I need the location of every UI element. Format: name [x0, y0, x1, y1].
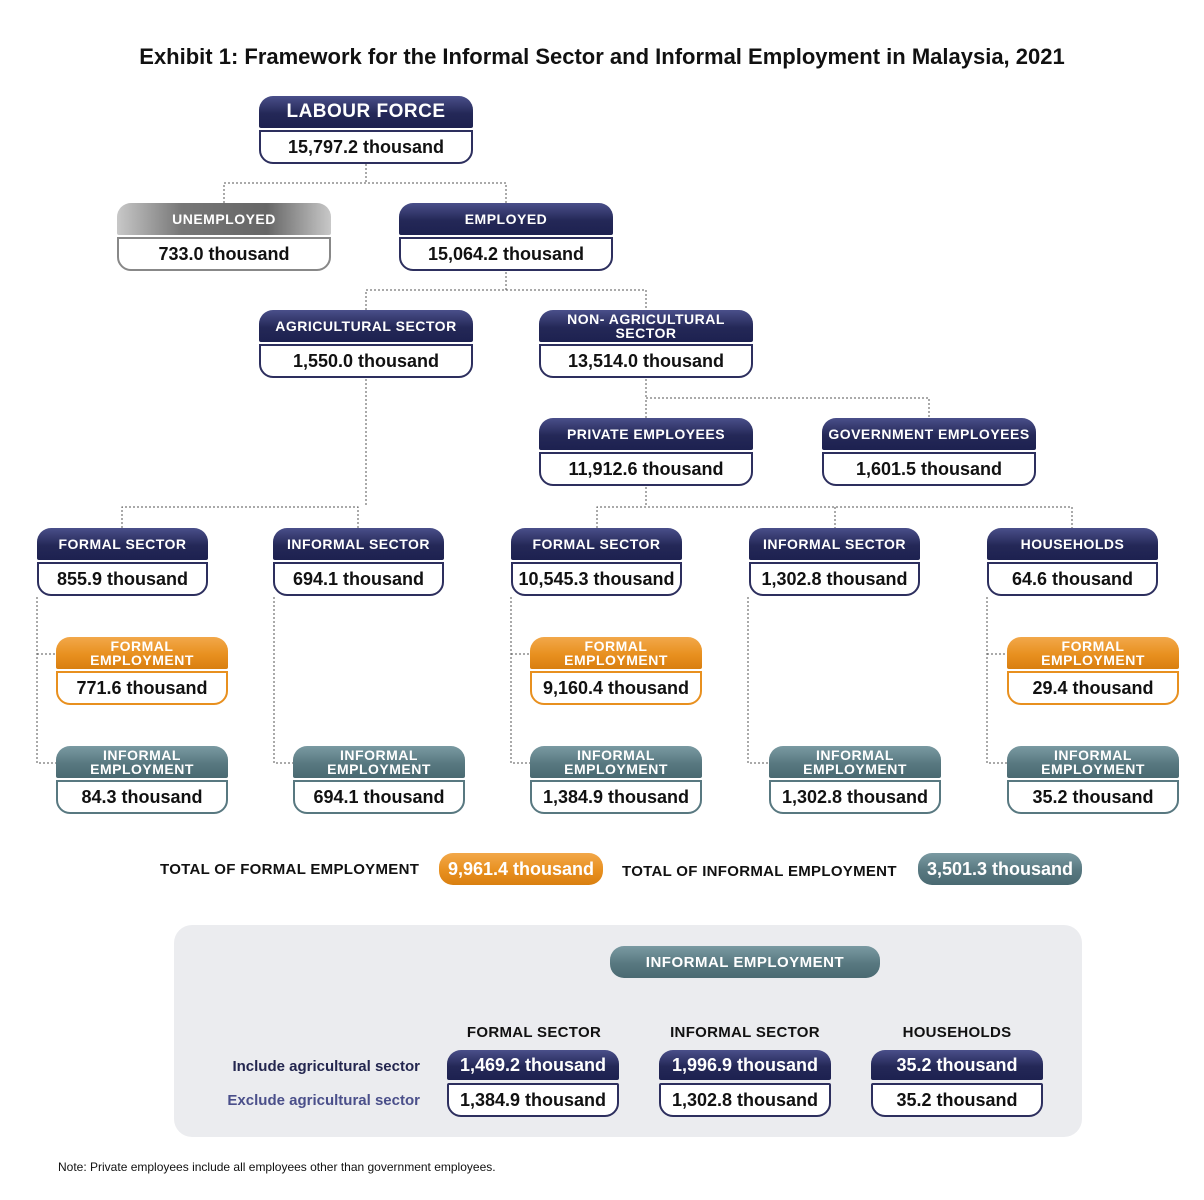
private-informal-informal-employment-value: 1,302.8 thousand	[769, 780, 941, 814]
footnote: Note: Private employees include all employees other than government employees.	[58, 1160, 496, 1174]
agri-formal-sector-node	[37, 528, 208, 596]
summary-header: INFORMAL EMPLOYMENT	[610, 946, 880, 978]
non-agricultural-sector-value: 13,514.0 thousand	[539, 344, 753, 378]
labour-force-value: 15,797.2 thousand	[259, 130, 473, 164]
agri-formal-employment-node	[56, 637, 228, 705]
total-formal-employment-label: TOTAL OF FORMAL EMPLOYMENT	[160, 861, 420, 878]
unemployed-value: 733.0 thousand	[117, 237, 331, 271]
private-informal-informal-employment-label: INFORMAL EMPLOYMENT	[769, 746, 941, 778]
private-informal-sector-label: INFORMAL SECTOR	[749, 528, 920, 560]
agri-informal-sector-value: 694.1 thousand	[273, 562, 444, 596]
agricultural-sector-label: AGRICULTURAL SECTOR	[259, 310, 473, 342]
private-formal-employment-node	[530, 637, 702, 705]
summary-col-formal-sector: FORMAL SECTOR	[466, 1024, 602, 1041]
households-formal-employment-label: FORMAL EMPLOYMENT	[1007, 637, 1179, 669]
private-formal-informal-employment-node	[530, 746, 702, 814]
employed-node	[399, 203, 613, 271]
agri-formal-employment-value: 771.6 thousand	[56, 671, 228, 705]
total-informal-employment-label: TOTAL OF INFORMAL EMPLOYMENT	[622, 863, 897, 880]
households-informal-employment-value: 35.2 thousand	[1007, 780, 1179, 814]
private-informal-sector-node	[749, 528, 920, 596]
agri-informal-informal-employment-value: 694.1 thousand	[293, 780, 465, 814]
total-informal-employment-value: 3,501.3 thousand	[918, 853, 1082, 885]
summary-col-informal-sector: INFORMAL SECTOR	[670, 1024, 820, 1041]
households-informal-employment-label: INFORMAL EMPLOYMENT	[1007, 746, 1179, 778]
private-employees-value: 11,912.6 thousand	[539, 452, 753, 486]
households-formal-employment-node	[1007, 637, 1179, 705]
summary-col-households: HOUSEHOLDS	[902, 1024, 1012, 1041]
households-formal-employment-value: 29.4 thousand	[1007, 671, 1179, 705]
households-informal-employment-node	[1007, 746, 1179, 814]
unemployed-label: UNEMPLOYED	[117, 203, 331, 235]
private-formal-sector-label: FORMAL SECTOR	[511, 528, 682, 560]
agri-informal-sector-label: INFORMAL SECTOR	[273, 528, 444, 560]
agri-formal-informal-employment-value: 84.3 thousand	[56, 780, 228, 814]
agri-formal-sector-value: 855.9 thousand	[37, 562, 208, 596]
employed-label: EMPLOYED	[399, 203, 613, 235]
summary-include-formal-sector: 1,469.2 thousand	[447, 1050, 619, 1080]
total-formal-employment-value: 9,961.4 thousand	[439, 853, 603, 885]
non-agricultural-sector-label: NON- AGRICULTURAL SECTOR	[539, 310, 753, 342]
households-label: HOUSEHOLDS	[987, 528, 1158, 560]
unemployed-node	[117, 203, 331, 271]
agri-informal-informal-employment-label: INFORMAL EMPLOYMENT	[293, 746, 465, 778]
agri-formal-informal-employment-label: INFORMAL EMPLOYMENT	[56, 746, 228, 778]
private-informal-informal-employment-node	[769, 746, 941, 814]
summary-exclude-households: 35.2 thousand	[871, 1083, 1043, 1117]
page-title: Exhibit 1: Framework for the Informal Sector and Informal Employment in Malaysia, 2021	[139, 44, 1065, 69]
private-formal-employment-value: 9,160.4 thousand	[530, 671, 702, 705]
summary-include-informal-sector: 1,996.9 thousand	[659, 1050, 831, 1080]
summary-include-households: 35.2 thousand	[871, 1050, 1043, 1080]
agri-formal-employment-label: FORMAL EMPLOYMENT	[56, 637, 228, 669]
employed-value: 15,064.2 thousand	[399, 237, 613, 271]
agri-informal-sector-node	[273, 528, 444, 596]
labour-force-label: LABOUR FORCE	[259, 96, 473, 128]
summary-row-include-label: Include agricultural sector	[232, 1058, 420, 1075]
private-formal-employment-label: FORMAL EMPLOYMENT	[530, 637, 702, 669]
summary-row-exclude-label: Exclude agricultural sector	[227, 1092, 420, 1109]
private-employees-label: PRIVATE EMPLOYEES	[539, 418, 753, 450]
private-formal-sector-value: 10,545.3 thousand	[511, 562, 682, 596]
agri-formal-informal-employment-node	[56, 746, 228, 814]
households-value: 64.6 thousand	[987, 562, 1158, 596]
households-node	[987, 528, 1158, 596]
government-employees-value: 1,601.5 thousand	[822, 452, 1036, 486]
private-employees-node	[539, 418, 753, 486]
labour-force-node	[259, 96, 473, 164]
agri-informal-informal-employment-node	[293, 746, 465, 814]
non-agricultural-sector-node	[539, 310, 753, 378]
private-formal-informal-employment-value: 1,384.9 thousand	[530, 780, 702, 814]
agricultural-sector-value: 1,550.0 thousand	[259, 344, 473, 378]
agri-formal-sector-label: FORMAL SECTOR	[37, 528, 208, 560]
government-employees-label: GOVERNMENT EMPLOYEES	[822, 418, 1036, 450]
private-formal-informal-employment-label: INFORMAL EMPLOYMENT	[530, 746, 702, 778]
government-employees-node	[822, 418, 1036, 486]
agricultural-sector-node	[259, 310, 473, 378]
private-informal-sector-value: 1,302.8 thousand	[749, 562, 920, 596]
summary-exclude-formal-sector: 1,384.9 thousand	[447, 1083, 619, 1117]
summary-exclude-informal-sector: 1,302.8 thousand	[659, 1083, 831, 1117]
private-formal-sector-node	[511, 528, 682, 596]
